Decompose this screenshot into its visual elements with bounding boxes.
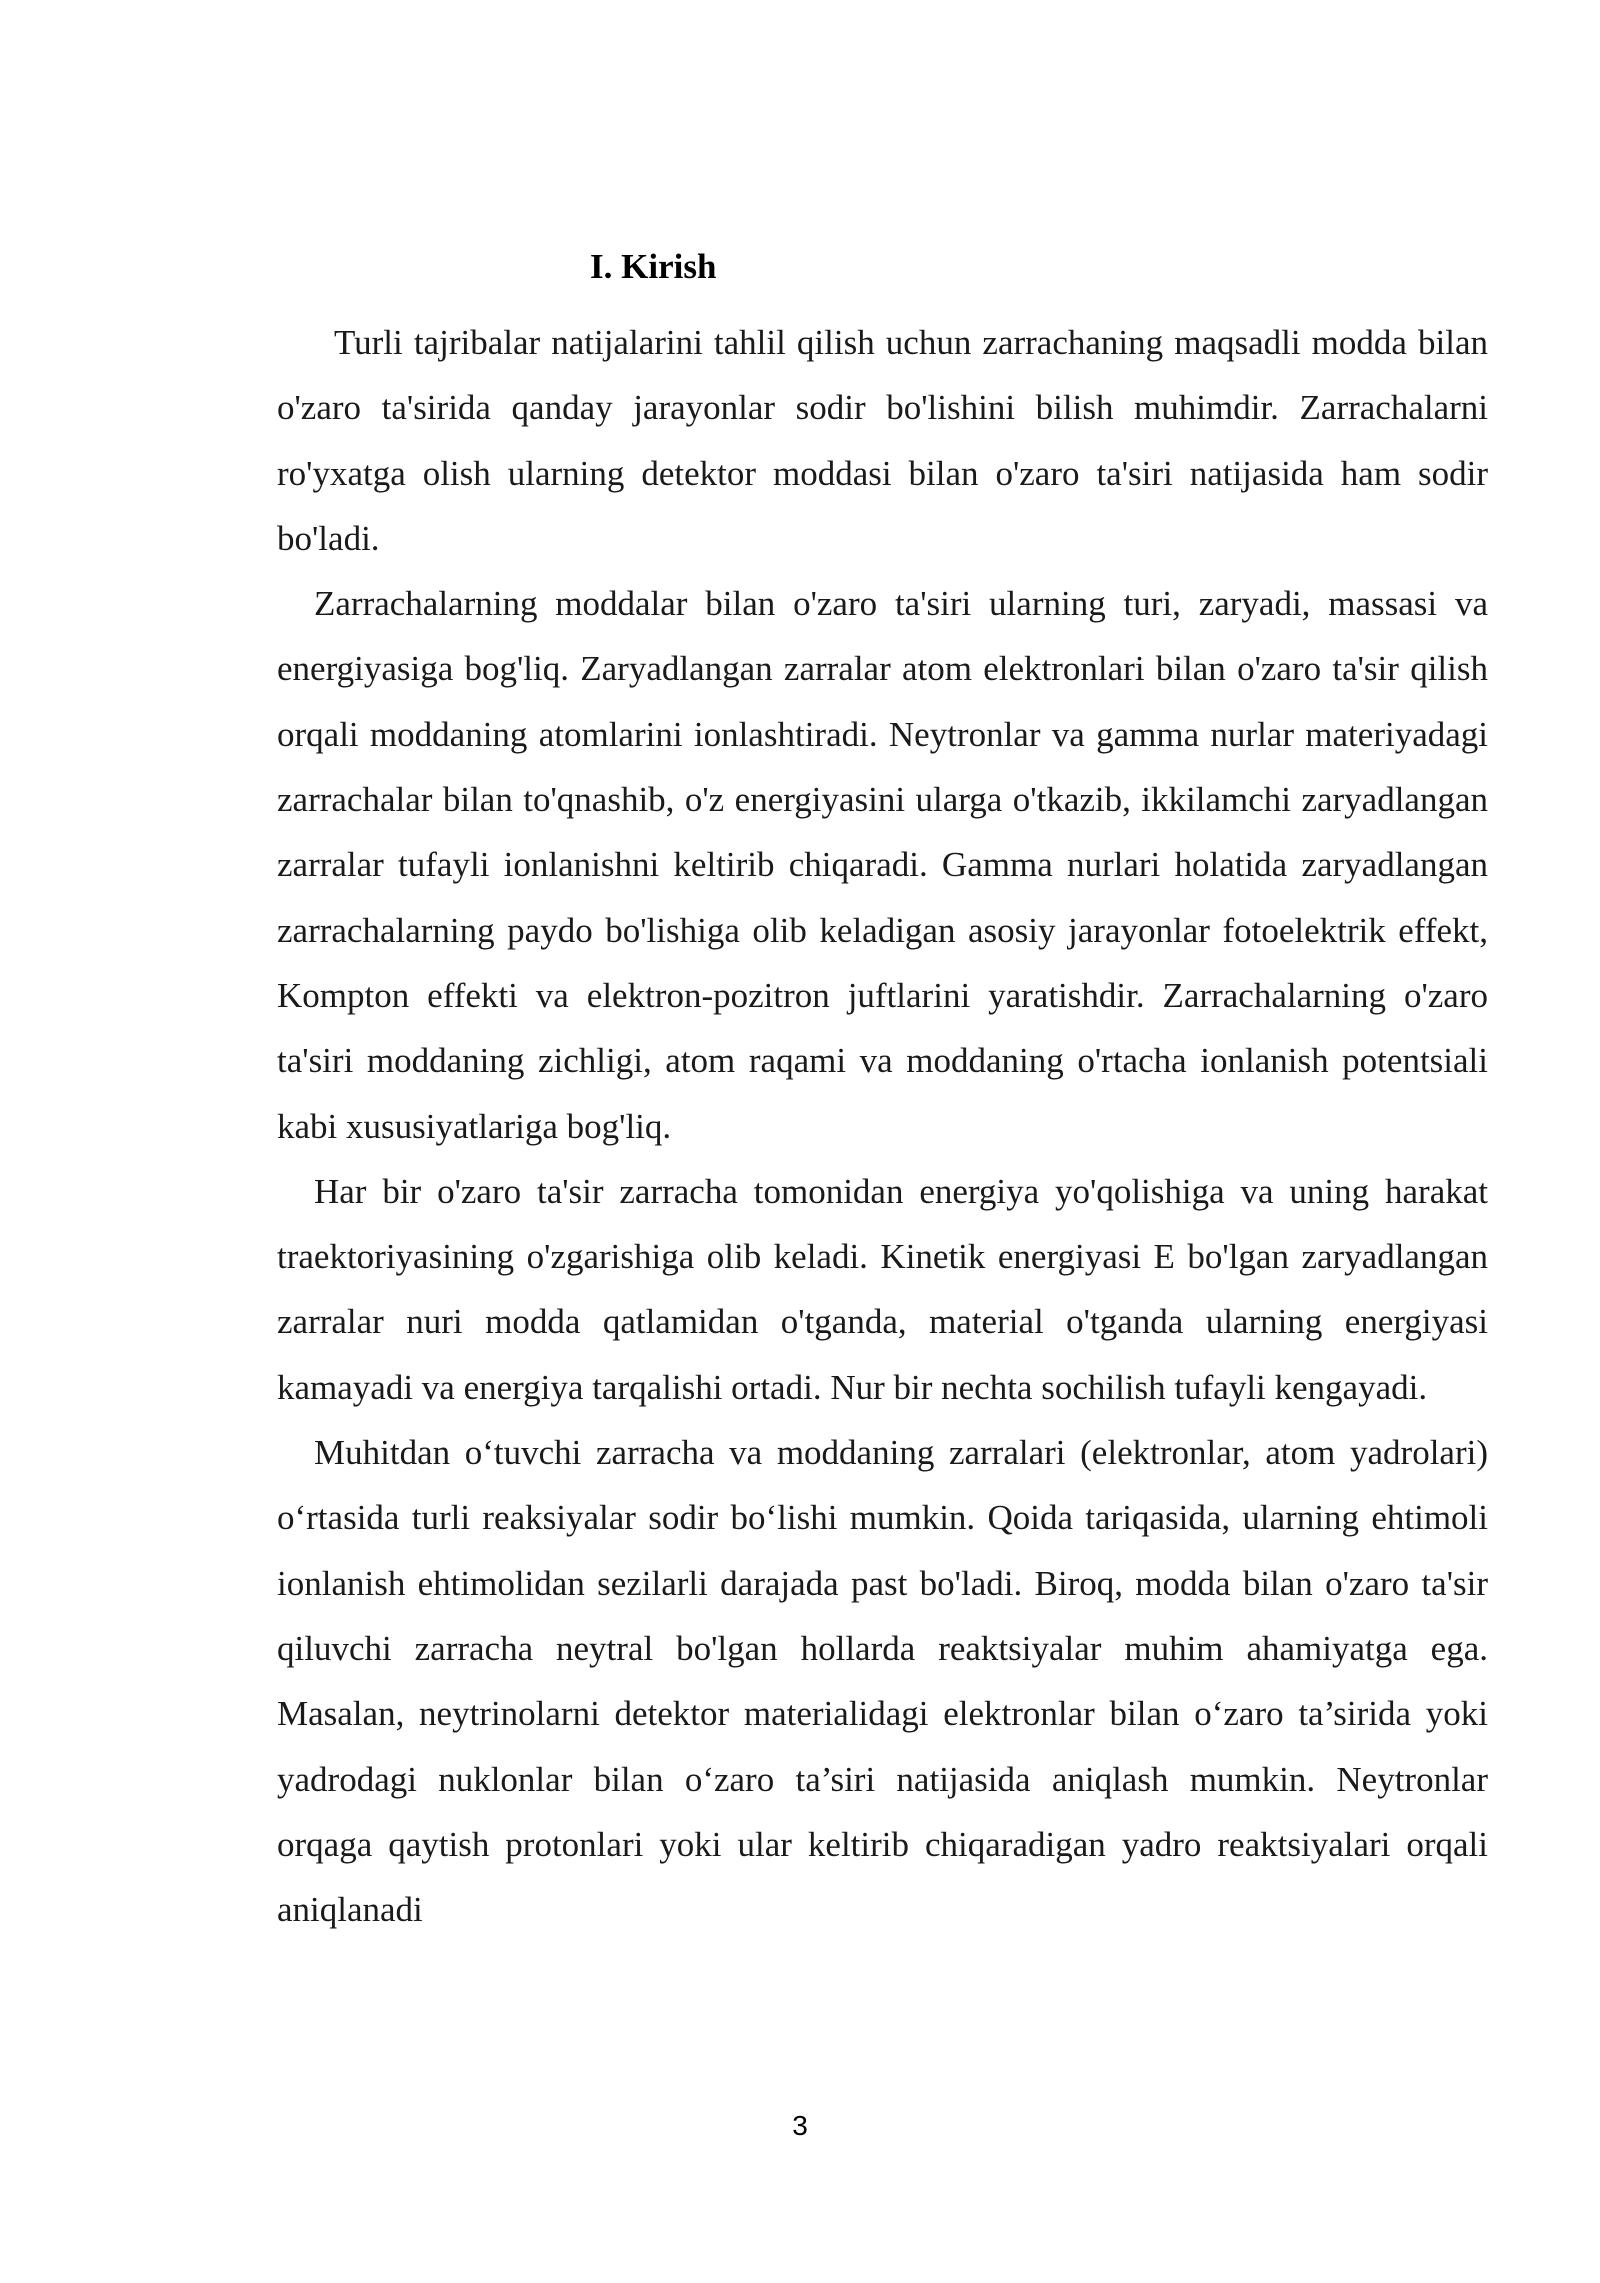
paragraph-reactions: Muhitdan o‘tuvchi zarracha va moddaning zarralari (elektronlar, atom yadrolari) o‘rtasida turli reaksiyalar sodir bo‘lishi mumkin. Qoida tariqasida, ularning ehtimoli ionlanish ehtimolidan sezilarli darajada past bo'ladi. Biroq, modda bilan o'zaro ta'sir qiluvchi zarracha neytral bo'lgan hollarda reaktsiyalar muhim ahamiyatga ega. Masalan, neytrinolarni detektor materialidagi elektronlar bilan o‘zaro ta’sirida yoki yadrodagi nuklonlar bilan o‘zaro ta’siri natijasida aniqlash mumkin. Neytronlar orqaga qaytish protonlari yoki ular keltirib chiqaradigan yadro reaktsiyalari orqali aniqlanadi	[277, 1433, 1488, 1930]
body-text	[277, 310, 1488, 1942]
paragraph-intro: Turli tajribalar natijalarini tahlil qilish uchun zarrachaning maqsadli modda bilan o'zaro ta'sirida qanday jarayonlar sodir bo'lishini bilish muhimdir. Zarrachalarni ro'yxatga olish ularning detektor moddasi bilan o'zaro ta'siri natijasida ham sodir bo'ladi.	[277, 323, 1488, 558]
page-number: 3	[792, 2110, 808, 2141]
paragraph-energy-loss: Har bir o'zaro ta'sir zarracha tomonidan energiya yo'qolishiga va uning harakat traektoriyasining o'zgarishiga olib keladi. Kinetik energiyasi E bo'lgan zaryadlangan zarralar nuri modda qatlamidan o'tganda, material o'tganda ularning energiyasi kamayadi va energiya tarqalishi ortadi. Nur bir nechta sochilish tufayli kengayadi.	[277, 1171, 1488, 1407]
paragraph-interaction-factors: Zarrachalarning moddalar bilan o'zaro ta'siri ularning turi, zaryadi, massasi va energiyasiga bog'liq. Zaryadlangan zarralar atom elektronlari bilan o'zaro ta'sir qilish orqali moddaning atomlarini ionlashtiradi. Neytronlar va gamma nurlar materiyadagi zarrachalar bilan to'qnashib, o'z energiyasini ularga o'tkazib, ikkilamchi zaryadlangan zarralar tufayli ionlanishni keltirib chiqaradi. Gamma nurlari holatida zaryadlangan zarrachalarning paydo bo'lishiga olib keladigan asosiy jarayonlar fotoelektrik effekt, Kompton effekti va elektron-pozitron juftlarini yaratishdir. Zarrachalarning o'zaro ta'siri moddaning zichligi, atom raqami va moddaning o'rtacha ionlanish potentsiali kabi xususiyatlariga bog'liq.	[277, 584, 1488, 1146]
section-heading: I. Kirish	[590, 247, 717, 286]
